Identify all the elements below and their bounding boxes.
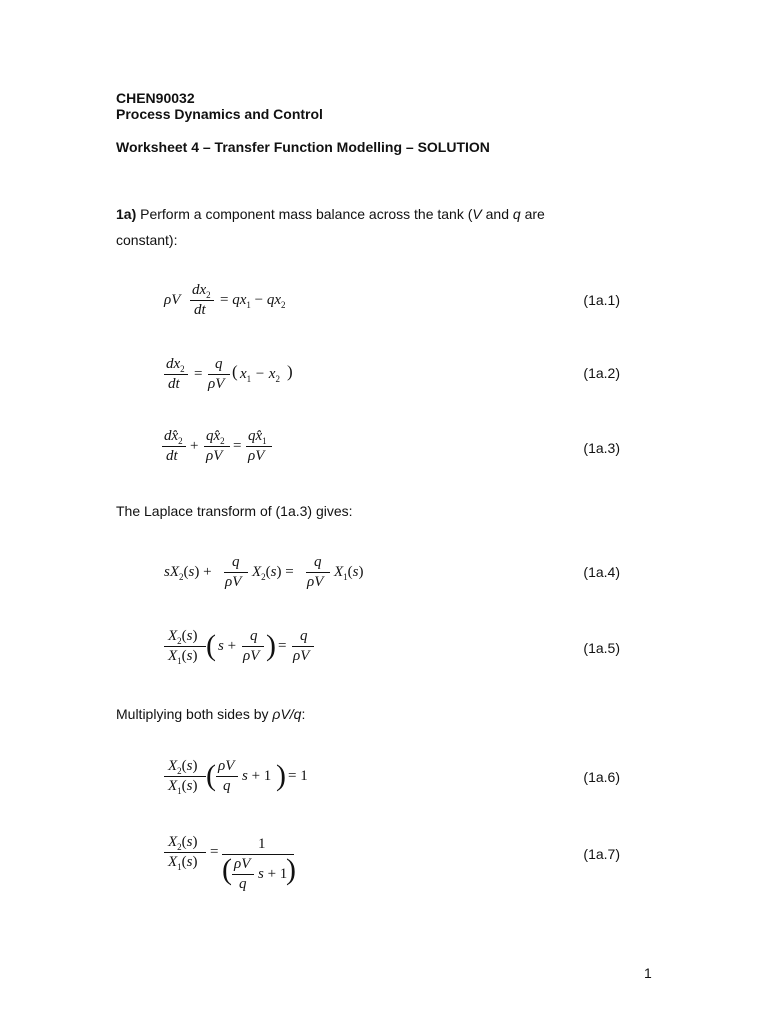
equation-number-1a-1: (1a.1)	[583, 292, 620, 308]
equation-1a-7: $X_2(s)$ $X_1(s)$ = 1 ( ρV q s + 1 )	[160, 834, 360, 894]
course-code: CHEN90032	[116, 90, 195, 106]
question-1a-line1: 1a) Perform a component mass balance across the tank (V and q are	[116, 206, 545, 222]
equation-number-1a-3: (1a.3)	[583, 440, 620, 456]
equation-number-1a-4: (1a.4)	[583, 564, 620, 580]
equation-number-1a-6: (1a.6)	[583, 769, 620, 785]
equation-1a-2: $dx_2$ dt = q ρV ( $x_1 - x_2$ )	[166, 356, 293, 392]
worksheet-title: Worksheet 4 – Transfer Function Modelling – SOLUTION	[116, 139, 490, 155]
page-number: 1	[644, 965, 652, 981]
multiply-text: Multiplying both sides by ρV/q:	[116, 706, 306, 722]
course-name: Process Dynamics and Control	[116, 106, 323, 122]
equation-number-1a-2: (1a.2)	[583, 365, 620, 381]
equation-1a-5: $X_2(s)$ $X_1(s)$ ( s + q ρV ) = q ρV	[160, 628, 360, 672]
equation-number-1a-7: (1a.7)	[583, 846, 620, 862]
equation-1a-6: $X_2(s)$ $X_1(s)$ ( ρV q s + 1 ) = 1	[160, 758, 360, 802]
equation-1a-1: ρV $dx_2$ dt = $qx_1 - qx_2$	[164, 282, 286, 318]
question-1a-line2: constant):	[116, 232, 178, 248]
question-label: 1a)	[116, 206, 137, 222]
equation-1a-3: $dx̂_2$ dt + $qx̂_2$ ρV = $qx̂_1$ ρV	[160, 428, 360, 468]
equation-number-1a-5: (1a.5)	[583, 640, 620, 656]
equation-1a-4: $sX_2(s)$ + q ρV $X_2(s)$ = q ρV $X_1(s)$	[164, 554, 364, 590]
laplace-text: The Laplace transform of (1a.3) gives:	[116, 503, 353, 519]
